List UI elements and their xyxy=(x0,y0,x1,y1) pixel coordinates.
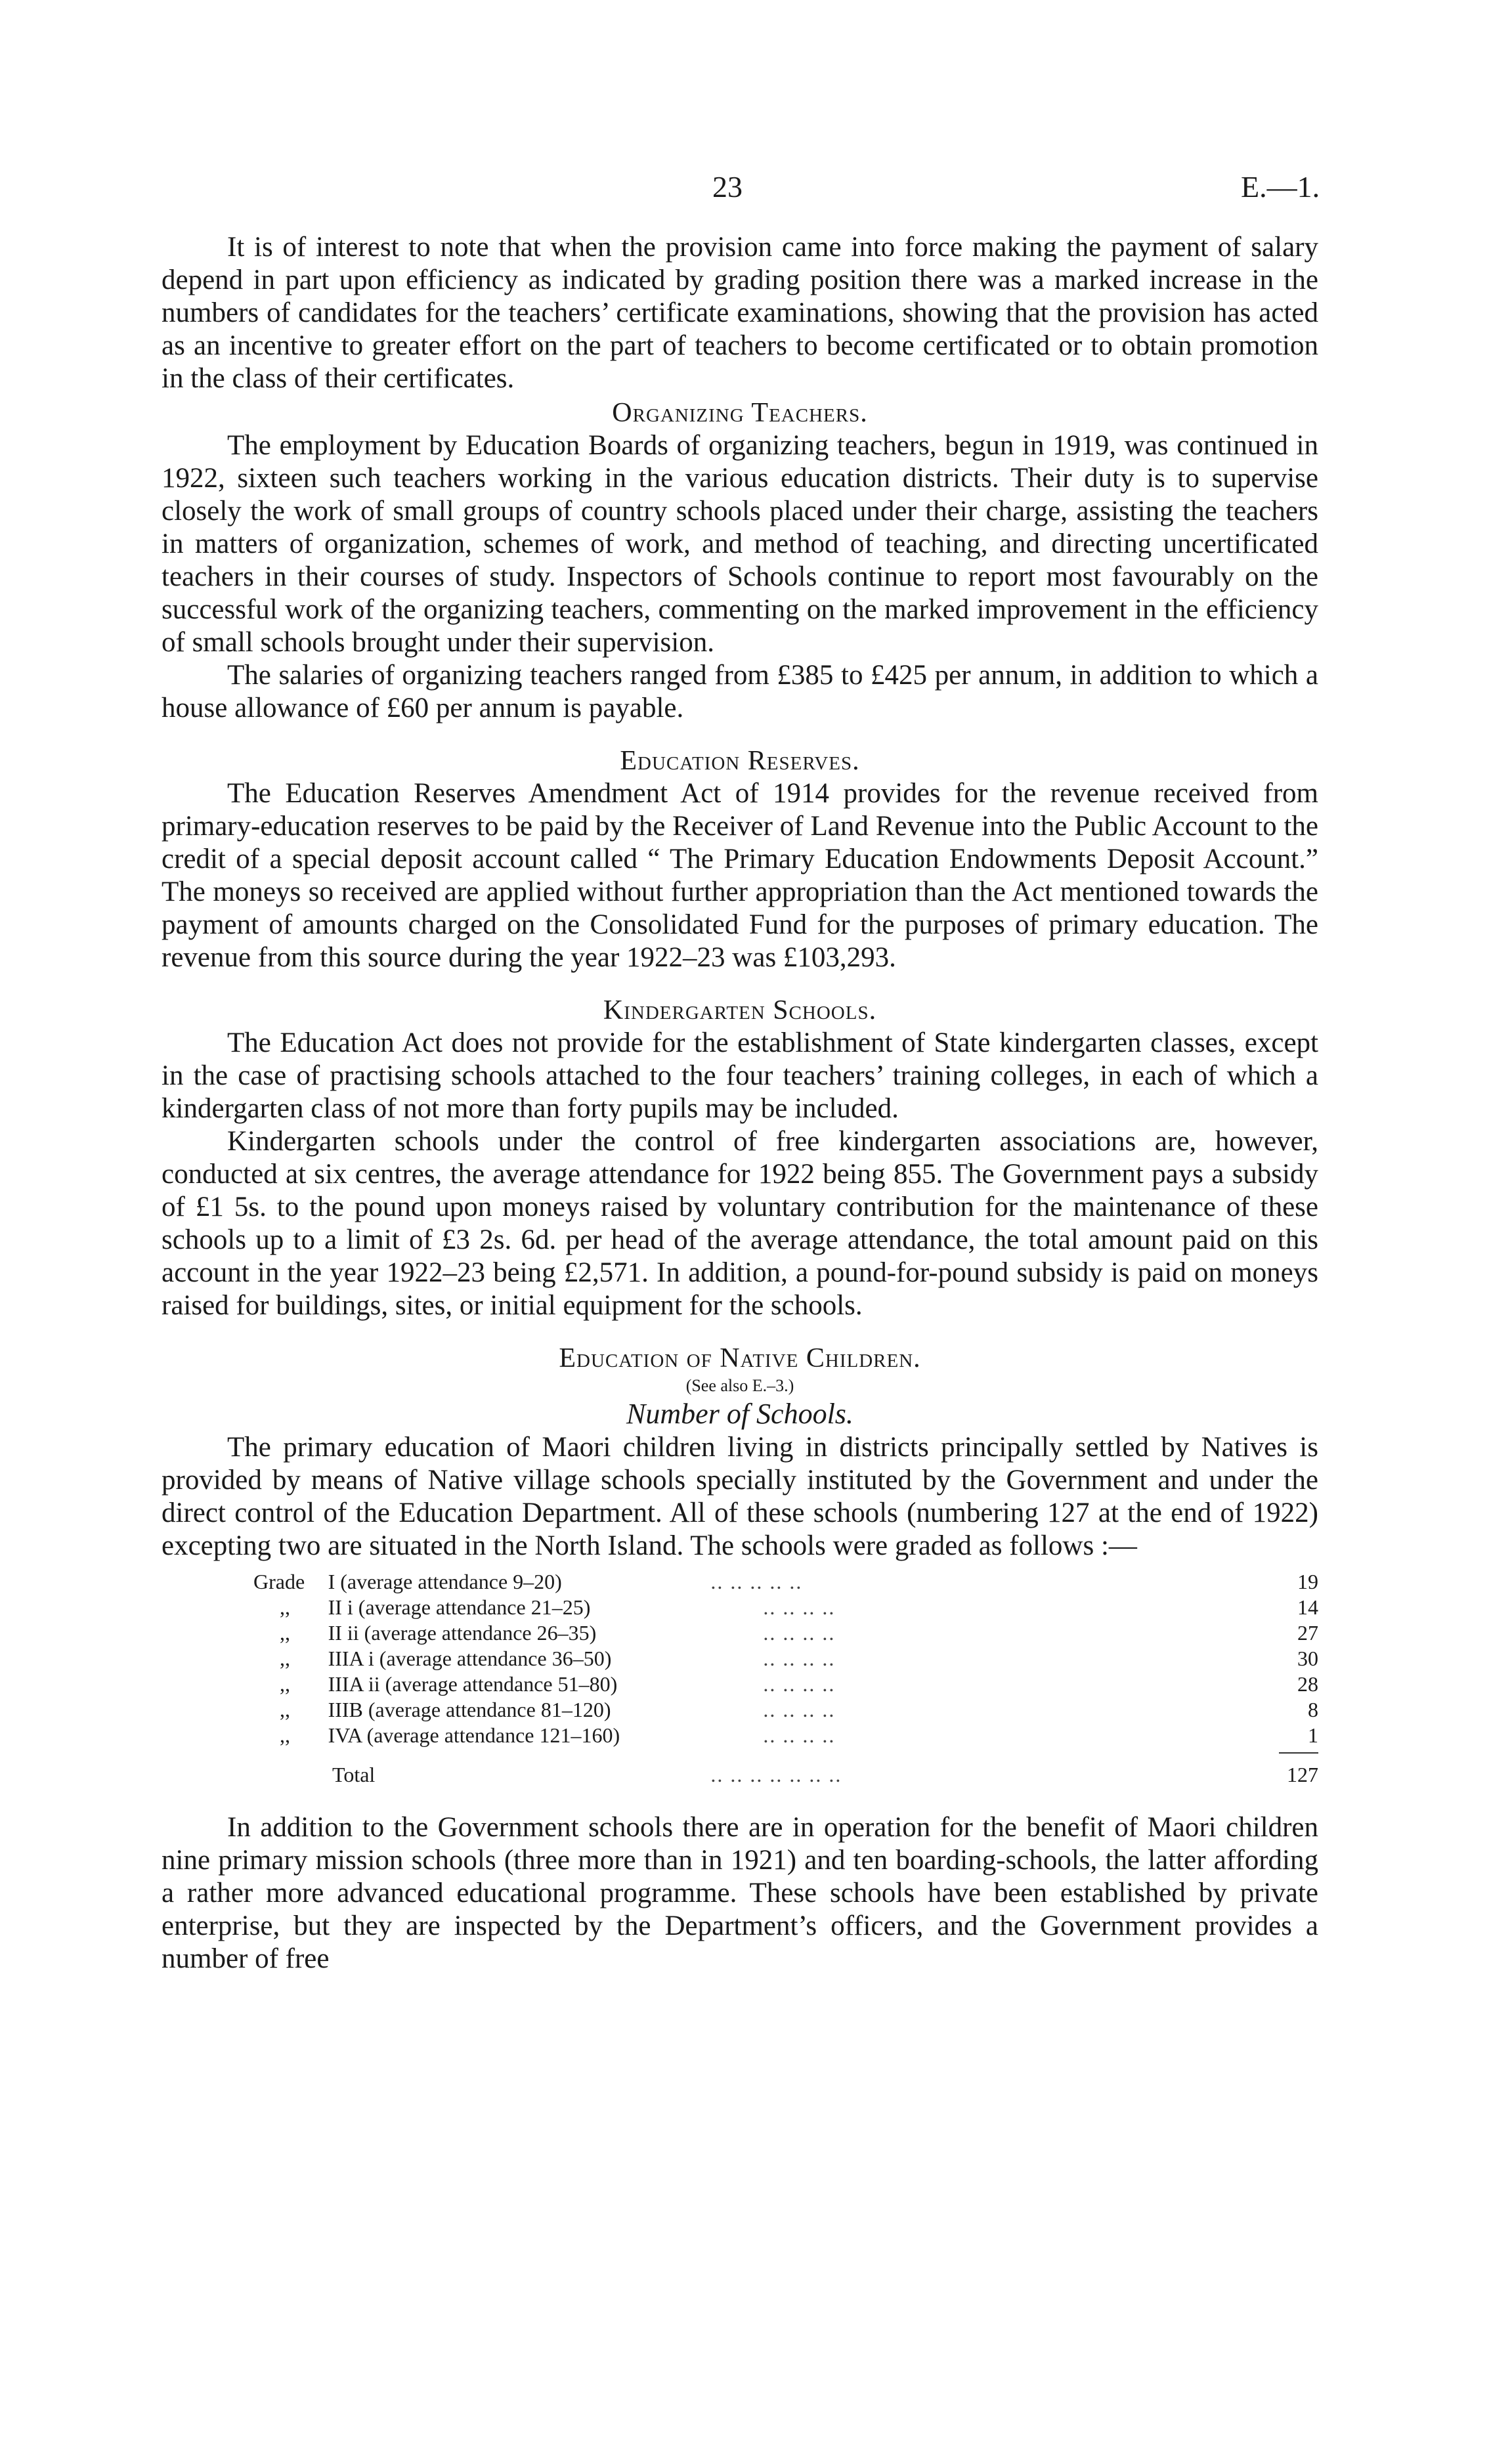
total-label: Total xyxy=(332,1763,376,1786)
kindergarten-paragraph-2: Kindergarten schools under the control of free kindergarten associations are, however, conducted at six centres, the average attendance for 1922 being 855. The Government pays a subsidy of £1 5s. to the pound upon moneys raised by voluntary contribution for the maintenance of these schools up to a limit of £3 2s. 6d. per head of the average attendance, the total amount paid on this account in the year 1922–23 being £2,571. In addition, a pound-for-pound subsidy is paid on moneys raised for buildings, sites, or initial equipment for the schools. xyxy=(162,1126,1318,1321)
grade-prefix: ,, xyxy=(280,1647,290,1670)
table-row xyxy=(253,1569,1318,1595)
grade-description: IIIB (average attendance 81–120) xyxy=(328,1698,611,1721)
grade-description: II i (average attendance 21–25) xyxy=(328,1595,591,1619)
mission-schools-paragraph: In addition to the Government schools there are in operation for the benefit of Maori children nine primary mission schools (three more than in 1921) and ten boarding-schools, the latter affording a rather more advanced educational programme. These schools have been established by private enterprise, but they are inspected by the Department’s officers, and the Government provides a number of free xyxy=(162,1812,1318,1974)
sum-rule xyxy=(1279,1752,1318,1754)
table-row xyxy=(253,1671,1318,1697)
grade-prefix: ,, xyxy=(280,1672,290,1696)
cross-reference-note: (See also E.–3.) xyxy=(685,1376,794,1395)
table-row xyxy=(253,1697,1318,1723)
native-children-paragraph: The primary education of Maori children living in districts principally settled by Natives is provided by means of Native village schools specially instituted by the Government and under the direct control of the Education Department. All of these schools (numbering 127 at the end of 1922) excepting two are situated in the North Island. The schools were graded as follows :— xyxy=(162,1432,1318,1561)
page-body xyxy=(162,231,1318,1975)
section-heading-organizing-teachers: Organizing Teachers. xyxy=(612,398,868,428)
table-row xyxy=(253,1595,1318,1620)
school-count: 27 xyxy=(1297,1621,1318,1645)
kindergarten-paragraph-1: The Education Act does not provide for the establishment of State kindergarten classes, except in the case of practising schools attached to the four teachers’ training colleges, in each of which a kindergarten class of not more than forty pupils may be included. xyxy=(162,1027,1318,1124)
organizing-teachers-paragraph-1: The employment by Education Boards of organizing teachers, begun in 1919, was continued in 1922, sixteen such teachers working in the various education districts. Their duty is to supervise closely the work of small groups of country schools placed under their charge, assisting the teachers in matters of organization, schemes of work, and method of teaching, and directing uncertificated teachers in their courses of study. Inspectors of Schools continue to report most favourably on the successful work of the organizing teachers, commenting on the marked improvement in the efficiency of small schools brought under their supervision. xyxy=(162,430,1318,658)
sum-rule-row xyxy=(253,1748,1318,1757)
leader-dots: .. .. .. .. xyxy=(763,1698,836,1721)
page-header xyxy=(0,169,1512,209)
leader-dots: .. .. .. .. .. xyxy=(710,1570,803,1593)
table-row xyxy=(253,1723,1318,1748)
leader-dots: .. .. .. .. .. .. .. xyxy=(710,1763,842,1786)
section-heading-education-reserves: Education Reserves. xyxy=(620,746,860,776)
table-row xyxy=(253,1620,1318,1646)
subheading-number-of-schools: Number of Schools. xyxy=(626,1398,853,1430)
total-row xyxy=(253,1757,1318,1792)
leader-dots: .. .. .. .. xyxy=(763,1723,836,1747)
organizing-teachers-paragraph-2: The salaries of organizing teachers ranged from £385 to £425 per annum, in addition to which a house allowance of £60 per annum is payable. xyxy=(162,660,1318,723)
table-row xyxy=(253,1646,1318,1671)
grade-prefix: ,, xyxy=(280,1595,290,1619)
grade-prefix: ,, xyxy=(280,1723,290,1747)
intro-paragraph: It is of interest to note that when the provision came into force making the payment of salary depend in part upon efficiency as indicated by grading position there was a marked increase in the numbers of candidates for the teachers’ certificate examinations, showing that the provision has acted as an incentive to greater effort on the part of teachers to become certificated or to obtain promotion in the class of their certificates. xyxy=(162,232,1318,394)
section-heading-kindergarten-schools: Kindergarten Schools. xyxy=(603,995,877,1025)
school-count: 1 xyxy=(1308,1723,1318,1747)
grade-description: II ii (average attendance 26–35) xyxy=(328,1621,597,1645)
leader-dots: .. .. .. .. xyxy=(763,1621,836,1645)
grade-description: I (average attendance 9–20) xyxy=(328,1570,562,1593)
school-count: 30 xyxy=(1297,1647,1318,1670)
education-reserves-paragraph: The Education Reserves Amendment Act of 1914 provides for the revenue received from primary-education reserves to be paid by the Receiver of Land Revenue into the Public Account to the credit of a special deposit account called “ The Primary Education Endowments Deposit Account.” The moneys so received are applied without further appropriation than the Act mentioned towards the payment of amounts charged on the Consolidated Fund for the purposes of primary education. The revenue from this source during the year 1922–23 was £103,293. xyxy=(162,778,1318,973)
school-count: 8 xyxy=(1308,1698,1318,1721)
school-count: 28 xyxy=(1297,1672,1318,1696)
grade-description: IIIA ii (average attendance 51–80) xyxy=(328,1672,618,1696)
school-count: 14 xyxy=(1297,1595,1318,1619)
grade-prefix: ,, xyxy=(280,1621,290,1645)
total-count: 127 xyxy=(1287,1763,1318,1786)
section-heading-native-children: Education of Native Children. xyxy=(559,1343,921,1373)
page-number: 23 xyxy=(712,170,743,204)
school-count: 19 xyxy=(1297,1570,1318,1593)
grade-description: IVA (average attendance 121–160) xyxy=(328,1723,620,1747)
report-code: E.—1. xyxy=(1241,170,1320,204)
school-grades-table xyxy=(253,1569,1318,1792)
grade-description: IIIA i (average attendance 36–50) xyxy=(328,1647,612,1670)
grade-prefix: ,, xyxy=(280,1698,290,1721)
grade-prefix: Grade xyxy=(253,1570,305,1593)
leader-dots: .. .. .. .. xyxy=(763,1647,836,1670)
leader-dots: .. .. .. .. xyxy=(763,1595,836,1619)
leader-dots: .. .. .. .. xyxy=(763,1672,836,1696)
